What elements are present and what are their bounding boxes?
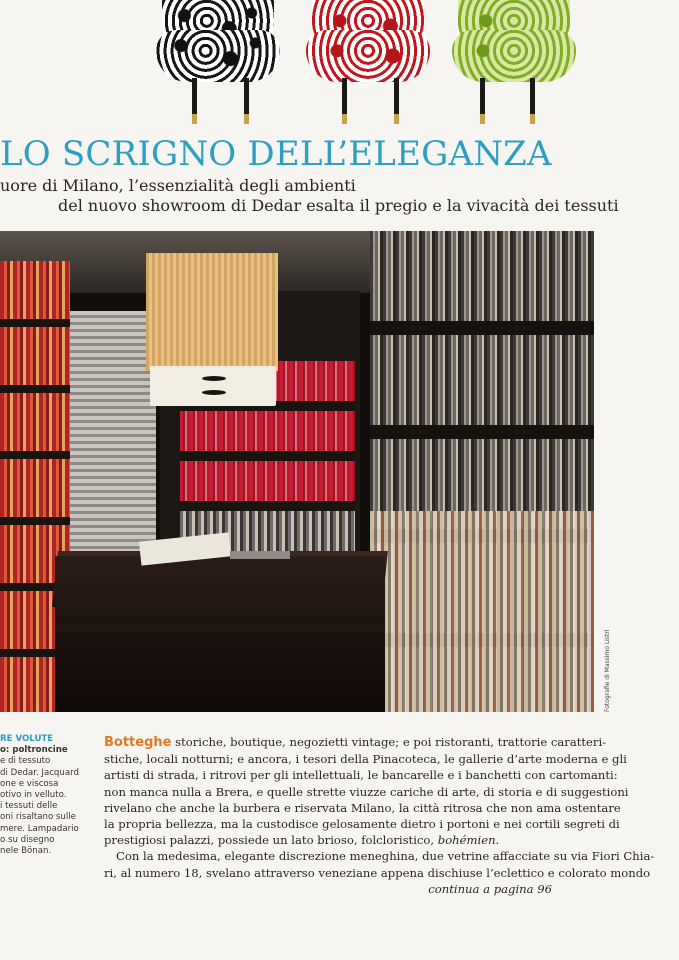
caption-line: otivo in velluto. bbox=[0, 790, 67, 801]
display-table bbox=[55, 556, 385, 712]
article-line: Botteghe storiche, boutique, negozietti vintage; e poi ristoranti, trattorie caratteri- bbox=[104, 735, 607, 750]
showroom-photo bbox=[0, 231, 594, 712]
caption-line: i tessuti delle bbox=[0, 801, 58, 812]
green-swirl-armchair bbox=[448, 0, 580, 128]
deck-line-1: uore di Milano, l’essenzialità degli ambienti bbox=[0, 176, 356, 195]
black-white-swirl-armchair bbox=[152, 0, 284, 128]
article-line: la propria bellezza, ma la custodisce gelosamente dietro i portoni e nei cortili segreti di bbox=[104, 817, 620, 832]
armchairs-photo bbox=[140, 0, 600, 128]
caption-line: e di tessuto bbox=[0, 756, 51, 767]
article-line: prestigiosi palazzi, possiede un lato brioso, folcloristico, bohémien. bbox=[104, 833, 500, 848]
caption-line: mere. Lampadario bbox=[0, 823, 79, 834]
article-line: rivelano che anche la burbera e riservata Milano, la città ritrosa che non ama ostentare bbox=[104, 800, 621, 815]
caption-line: nele Bönan. bbox=[0, 846, 52, 857]
red-swirl-armchair bbox=[302, 0, 434, 128]
lead-word: Botteghe bbox=[104, 735, 172, 750]
photo-credit: Fotografie di Massimo Listri bbox=[604, 629, 611, 712]
article-line: ri, al numero 18, svelano attraverso veneziane appena dischiuse l’eclettico e colorato mondo bbox=[104, 865, 651, 880]
caption-line: o su disegno bbox=[0, 834, 55, 845]
photo-caption-sidebar bbox=[0, 734, 92, 857]
continue-note: continua a pagina 96 bbox=[428, 881, 552, 896]
article-body bbox=[104, 734, 655, 897]
deck-line-2: del nuovo showroom di Dedar esalta il pregio e la vivacità dei tessuti bbox=[58, 196, 619, 215]
article-line: Con la medesima, elegante discrezione meneghina, due vetrine affacciate su via Fiori Chia- bbox=[116, 849, 655, 864]
pendant-lamp bbox=[146, 253, 278, 371]
caption-line: oni risaltano sulle bbox=[0, 812, 76, 823]
article-line: artisti di strada, i ritrovi per gli intellettuali, le bancarelle e i banchetti con cartomanti: bbox=[104, 768, 618, 783]
article-line: non manca nulla a Brera, e quelle strette viuzze cariche di arte, di storia e di suggestioni bbox=[104, 784, 629, 799]
caption-line: di Dedar. Jacquard bbox=[0, 767, 79, 778]
caption-line: o: poltroncine bbox=[0, 745, 68, 756]
headline: LO SCRIGNO DELL’ELEGANZA bbox=[0, 134, 552, 174]
caption-title: RE VOLUTE bbox=[0, 734, 54, 744]
italic-word: bohémien bbox=[437, 833, 496, 848]
article-line: stiche, locali notturni; e ancora, i tesori della Pinacoteca, le gallerie d’arte moderna e gli bbox=[104, 752, 627, 767]
caption-line: one e viscosa bbox=[0, 778, 59, 789]
